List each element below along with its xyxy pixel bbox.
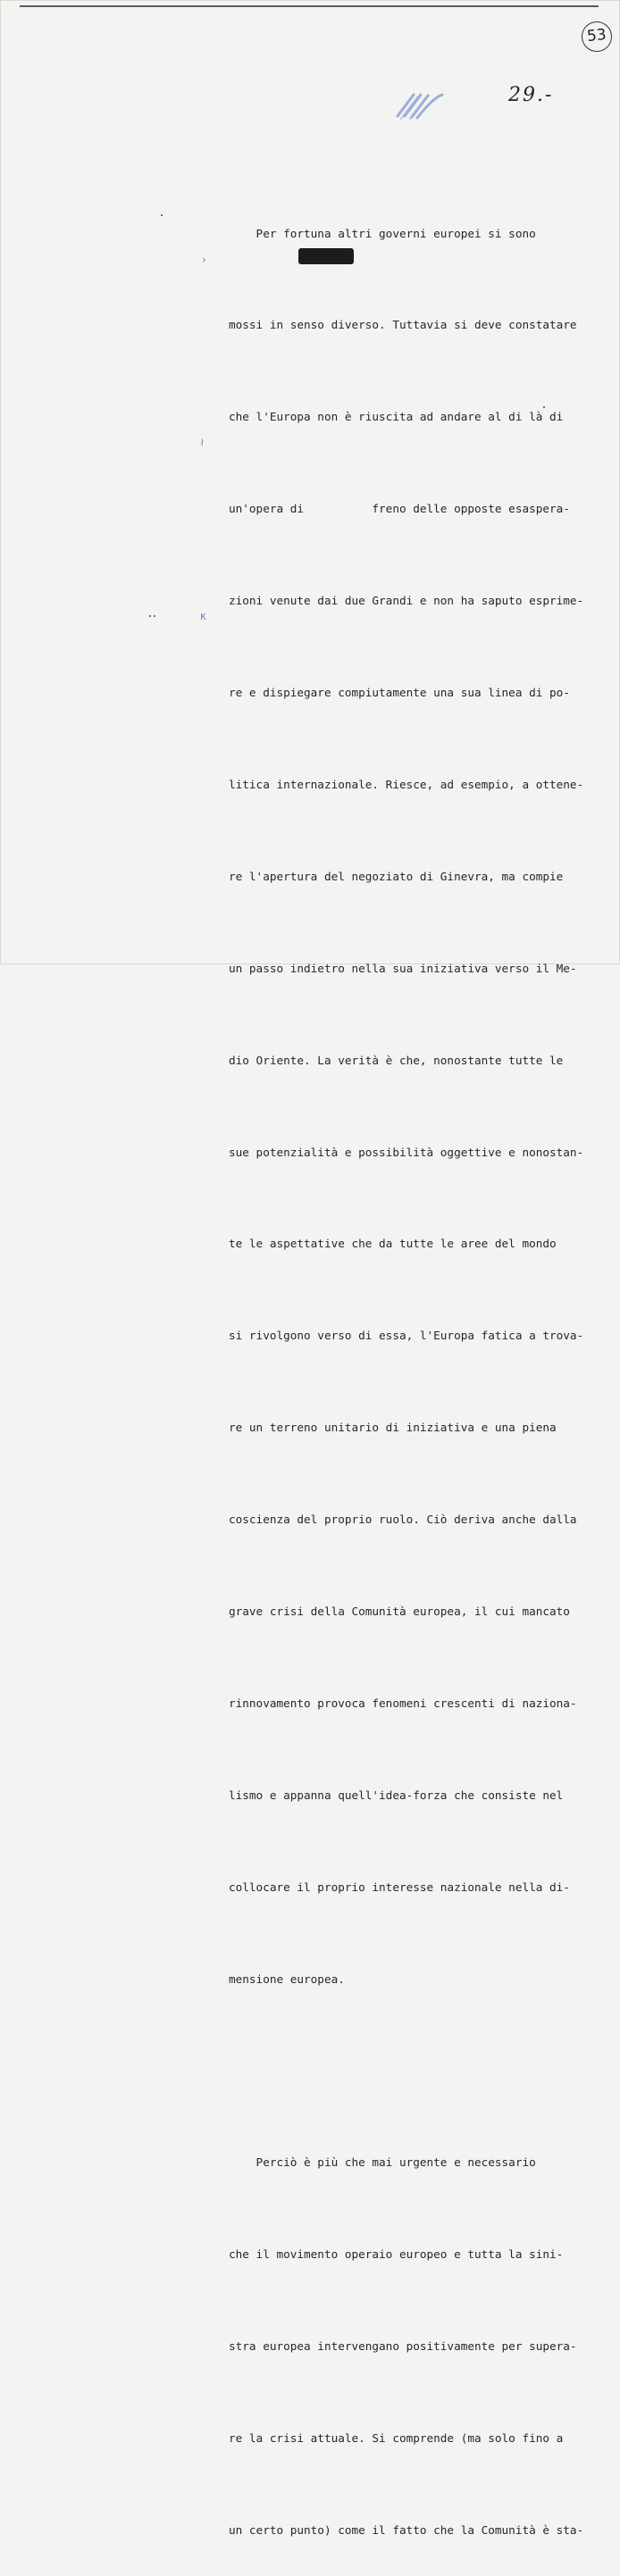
text-line: Perciò è più che mai urgente e necessario	[229, 2155, 536, 2170]
ink-speck	[149, 615, 151, 617]
text-line: coscienza del proprio ruolo. Ciò deriva anche dalla	[229, 1513, 577, 1527]
text-line: collocare il proprio interesse nazionale nella di-	[229, 1880, 570, 1894]
text-line: dio Oriente. La verità è che, nonostante tutte le	[229, 1053, 564, 1067]
text-line: si rivolgono verso di essa, l'Europa fatica a trova-	[229, 1329, 584, 1343]
text-line: Per fortuna altri governi europei si sono	[229, 226, 536, 240]
margin-mark: ›	[202, 254, 206, 266]
margin-mark: κ	[200, 610, 207, 622]
text-line: mensione europea.	[229, 1972, 345, 1986]
text-line: un'opera di freno delle opposte esaspera-	[229, 502, 570, 516]
text-line: che il movimento operaio europeo e tutta la sini-	[229, 2247, 564, 2262]
archive-number-stamp: 53	[580, 20, 613, 53]
text-line: un certo punto) come il fatto che la Comunità è sta-	[229, 2522, 584, 2537]
text-line: che l'Europa non è riuscita ad andare al di là di	[229, 410, 564, 424]
top-rule	[20, 5, 599, 7]
text-line: litica internazionale. Riesce, ad esempio, a ottene-	[229, 777, 584, 791]
text-line: sue potenzialità e possibilità oggettive e nonostan-	[229, 1145, 584, 1159]
page-number: 29.-	[508, 84, 554, 106]
text-line	[229, 2055, 577, 2086]
ink-speck	[543, 406, 545, 408]
margin-mark: ≀	[200, 436, 205, 448]
text-line: lismo e appanna quell'idea-forza che consiste nel	[229, 1788, 564, 1802]
text-line: grave crisi della Comunità europea, il cui mancato	[229, 1604, 570, 1618]
redaction-bar	[298, 248, 354, 264]
text-line: re l'apertura del negoziato di Ginevra, ma compie	[229, 869, 564, 883]
text-line: re un terreno unitario di iniziativa e una piena	[229, 1421, 557, 1435]
text-line: te le aspettative che da tutte le aree del mondo	[229, 1237, 557, 1251]
ink-speck	[161, 214, 163, 216]
typed-body-text	[229, 157, 584, 2576]
text-line: rinnovamento provoca fenomeni crescenti di naziona-	[229, 1696, 577, 1710]
text-line: mossi in senso diverso. Tuttavia si deve constatare	[229, 318, 577, 332]
text-line: re la crisi attuale. Si comprende (ma solo fino a	[229, 2430, 564, 2445]
text-line: stra europea intervengano positivamente per supera-	[229, 2339, 577, 2354]
ink-speck	[154, 615, 155, 617]
blue-ink-scribble-icon	[394, 89, 446, 121]
text-line: zioni venute dai due Grandi e non ha saputo esprime-	[229, 594, 584, 608]
text-line: un passo indietro nella sua iniziativa verso il Me-	[229, 961, 577, 975]
text-line: re e dispiegare compiutamente una sua linea di po-	[229, 686, 570, 700]
